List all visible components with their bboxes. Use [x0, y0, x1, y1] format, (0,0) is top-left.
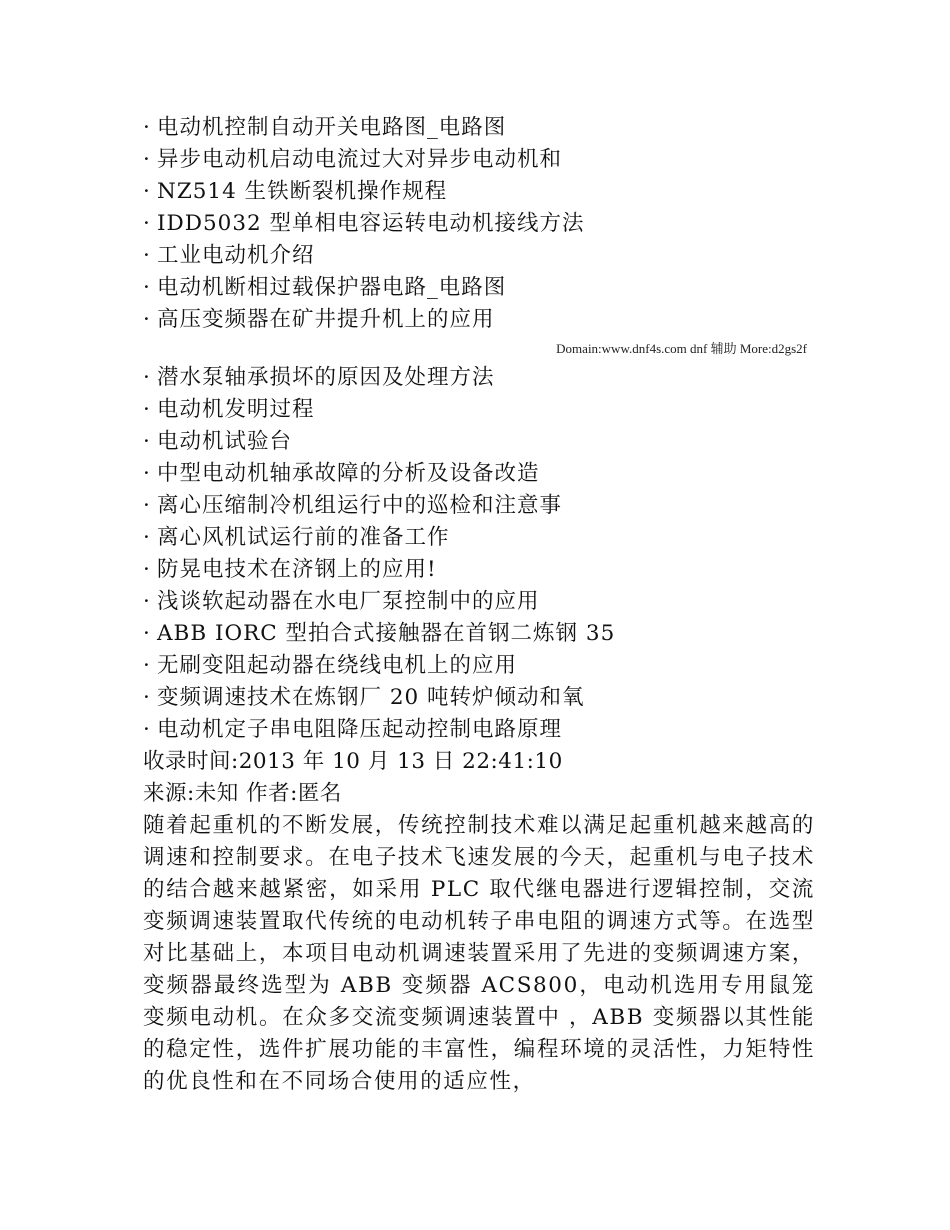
- list-item: [143, 650, 823, 682]
- source-author: 来源:未知 作者:匿名: [143, 781, 342, 806]
- related-link[interactable]: ABB IORC 型拍合式接触器在首钢二炼钢 35: [157, 621, 616, 646]
- bullet: ·: [143, 717, 151, 742]
- bullet: ·: [143, 429, 151, 454]
- bullet: ·: [143, 653, 151, 678]
- list-item: [143, 458, 823, 490]
- list-item: [143, 618, 823, 650]
- bullet: ·: [143, 493, 151, 518]
- bullet: ·: [143, 461, 151, 486]
- related-link[interactable]: 防晃电技术在济钢上的应用!: [157, 557, 437, 582]
- list-item: [143, 112, 823, 144]
- list-item: [143, 682, 823, 714]
- bullet: ·: [143, 621, 151, 646]
- list-item: [143, 714, 823, 746]
- bullet: ·: [143, 557, 151, 582]
- related-link[interactable]: 中型电动机轴承故障的分析及设备改造: [157, 461, 540, 486]
- bullet: ·: [143, 243, 151, 268]
- related-link[interactable]: 电动机试验台: [157, 429, 293, 454]
- related-link[interactable]: 离心风机试运行前的准备工作: [157, 525, 450, 550]
- bullet: ·: [143, 685, 151, 710]
- related-link[interactable]: 无刷变阻起动器在绕线电机上的应用: [157, 653, 518, 678]
- bullet: ·: [143, 275, 151, 300]
- list-item: [143, 426, 823, 458]
- related-link[interactable]: 离心压缩制冷机组运行中的巡检和注意事: [157, 493, 563, 518]
- bullet: ·: [143, 115, 151, 140]
- related-links-list-2: [143, 362, 823, 746]
- bullet: ·: [143, 179, 151, 204]
- bullet: ·: [143, 525, 151, 550]
- bullet: ·: [143, 307, 151, 332]
- list-item: [143, 490, 823, 522]
- list-item: [143, 272, 823, 304]
- domain-watermark-note: Domain:www.dnf4s.com dnf 辅助 More:d2gs2f: [556, 341, 807, 356]
- list-item: [143, 208, 823, 240]
- list-item: [143, 304, 823, 336]
- list-item: [143, 554, 823, 586]
- related-links-list-1: [143, 112, 823, 336]
- list-item: [143, 144, 823, 176]
- related-link[interactable]: 工业电动机介绍: [157, 243, 315, 268]
- list-item: [143, 394, 823, 426]
- list-item: [143, 176, 823, 208]
- bullet: ·: [143, 147, 151, 172]
- list-item: [143, 362, 823, 394]
- bullet: ·: [143, 397, 151, 422]
- related-link[interactable]: 电动机断相过载保护器电路_电路图: [157, 275, 507, 300]
- list-item: [143, 240, 823, 272]
- related-link[interactable]: 电动机定子串电阻降压起动控制电路原理: [157, 717, 563, 742]
- related-link[interactable]: 异步电动机启动电流过大对异步电动机和: [157, 147, 563, 172]
- related-link[interactable]: IDD5032 型单相电容运转电动机接线方法: [157, 211, 585, 236]
- collected-time: 收录时间:2013 年 10 月 13 日 22:41:10: [143, 749, 563, 774]
- related-link[interactable]: 浅谈软起动器在水电厂泵控制中的应用: [157, 589, 540, 614]
- related-link[interactable]: NZ514 生铁断裂机操作规程: [157, 179, 448, 204]
- bullet: ·: [143, 365, 151, 390]
- bullet: ·: [143, 211, 151, 236]
- related-link[interactable]: 电动机发明过程: [157, 397, 315, 422]
- related-link[interactable]: 高压变频器在矿井提升机上的应用: [157, 307, 495, 332]
- related-link[interactable]: 电动机控制自动开关电路图_电路图: [157, 115, 507, 140]
- article-paragraph: 随着起重机的不断发展，传统控制技术难以满足起重机越来越高的调速和控制要求。在电子技术飞速发展的今天，起重机与电子技术的结合越来越紧密，如采用 PLC 取代继电器进行逻辑控制，交流变频调速装置取代传统的电动机转子串电阻的调速方式等。在选型对比基础上，本项目电动机调速装置采用了先进的变频调速方案，变频器最终选型为 ABB 变频器 ACS800，电动机选用专用鼠笼变频电动机。在众多交流变频调速装置中 ，ABB 变频器以其性能的稳定性，选件扩展功能的丰富性，编程环境的灵活性，力矩特性的优良性和在不同场合使用的适应性，: [143, 813, 815, 1094]
- list-item: [143, 522, 823, 554]
- related-link[interactable]: 变频调速技术在炼钢厂 20 吨转炉倾动和氧: [157, 685, 585, 710]
- bullet: ·: [143, 589, 151, 614]
- list-item: [143, 586, 823, 618]
- document-page: [143, 112, 823, 1098]
- related-link[interactable]: 潜水泵轴承损坏的原因及处理方法: [157, 365, 495, 390]
